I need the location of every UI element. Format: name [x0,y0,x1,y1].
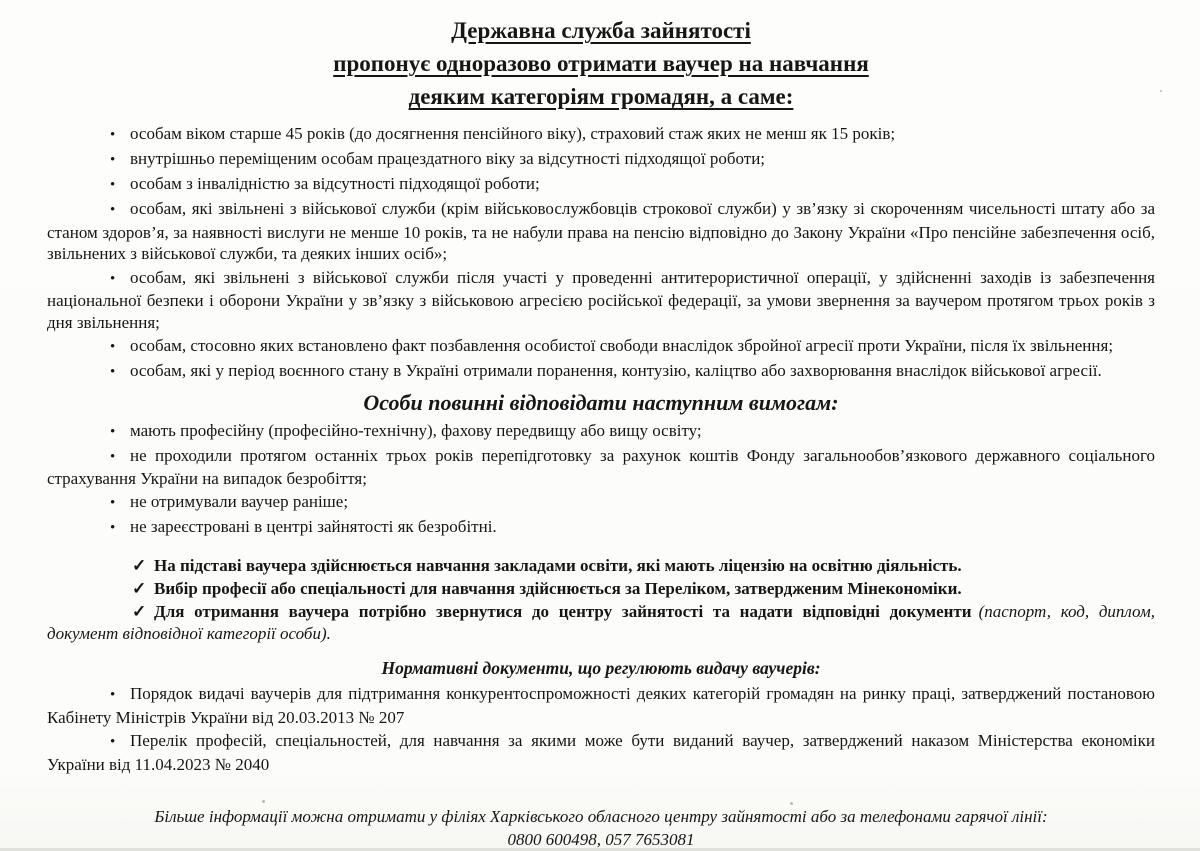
bullet-icon: • [110,202,116,219]
scan-speckle [1160,90,1162,92]
bullet-icon: • [110,423,116,440]
note-item [47,601,1155,644]
bullet-icon: • [110,687,116,704]
note-item-text: Вибір професії або спеціальності для навчання здійснюється за Переліком, затвердженим Мінекономіки. [154,579,962,599]
eligibility-item [47,360,1155,384]
requirement-item-text: не зареєстровані в центрі зайнятості як безробітні. [130,517,497,537]
requirement-item [47,445,1155,490]
normative-heading: Нормативні документи, що регулюють видачу ваучерів: [381,658,821,679]
document-title [47,14,1155,113]
eligibility-item [47,198,1155,265]
requirements-list [47,420,1155,540]
note-item [47,578,1155,600]
eligibility-item [47,123,1155,147]
eligibility-item-text: особам, стосовно яких встановлено факт позбавлення особистої свободи внаслідок збройної агресії проти України, після їх звільнення; [130,335,1114,355]
checkmark-icon: ✓ [132,556,147,575]
note-item [47,555,1155,577]
bullet-icon: • [110,520,116,537]
requirement-item-text: не проходили протягом останніх трьох років перепідготовку за рахунок коштів Фонду загальнообов’язкового державного соціального страхування України на випадок безробіття; [47,445,1155,489]
requirement-item [47,420,1155,444]
bullet-icon: • [110,338,116,355]
normative-item [47,683,1155,728]
scan-speckle [262,800,265,803]
eligibility-item-text: особам з інвалідністю за відсутності підходящої роботи; [130,174,540,194]
footer-phones: 0800 600498, 057 7653081 [507,830,695,850]
bullet-icon: • [110,448,116,465]
eligibility-item [47,335,1155,359]
requirements-heading: Особи повинні відповідати наступним вимогам: [363,389,839,415]
note-item-suffix: (паспорт, код, диплом, документ відповідної категорії особи). [47,602,1155,643]
normative-item-text: Порядок видачі ваучерів для підтримання конкурентоспроможності деяких категорій громадян на ринку праці, затверджений постановою Кабінету Міністрів України від 20.03.2013 № 207 [47,684,1155,727]
bullet-icon: • [110,127,116,143]
bullet-icon: • [110,363,116,380]
bullet-icon: • [110,734,116,751]
notes-list [47,555,1155,644]
eligibility-item-text: особам, які у період воєнного стану в Україні отримали поранення, контузію, каліцтво або захворювання внаслідок військової агресії. [130,360,1102,380]
scan-speckle [790,802,793,805]
note-item-text: Для отримання ваучера потрібно звернутися до центру зайнятості та надати відповідні документи [154,602,972,622]
eligibility-item-text: внутрішньо переміщеним особам працездатного віку за відсутності підходящої роботи; [130,149,766,169]
requirement-item [47,516,1155,540]
requirement-item-text: мають професійну (професійно-технічну), фахову передвищу або вищу освіту; [130,420,702,440]
eligibility-item-text: особам, які звільнені з військової служби (крім військовослужбовців строкової служби) у зв’язку зі скороченням чисельності штату або за станом здоров’я, за наявності вислуги не менше 10 років, та не набули права на пенсію відповідно до Закону України «Про пенсійне забезпечення осіб, звільнених з військової служби, та деяких інших осіб»; [47,199,1155,264]
title-line-3: деяким категоріям громадян, а саме: [408,84,794,109]
bullet-icon: • [110,152,116,169]
requirement-item-text: не отримували ваучер раніше; [130,492,349,512]
normative-item [47,730,1155,775]
title-line-1: Державна служба зайнятості [451,18,751,43]
bullet-icon: • [110,495,116,512]
footer [47,805,1155,851]
eligibility-item-text: особам, які звільнені з військової служби після участі у проведенні антитерористичної операції, у здійсненні заходів із забезпечення національної безпеки і оборони України у зв’язку з військовою агресією російської федерації, за умови звернення за ваучером протягом трьох років з дня звільнення; [47,267,1155,332]
bullet-icon: • [110,270,116,287]
requirement-item [47,491,1155,515]
bullet-icon: • [110,177,116,194]
title-line-2: пропонує одноразово отримати ваучер на навчання [333,51,869,76]
checkmark-icon: ✓ [132,602,147,622]
normative-list [47,683,1155,775]
eligibility-item [47,173,1155,197]
normative-item-text: Перелік професій, спеціальностей, для навчання за якими може бути виданий ваучер, затверджений наказом Міністерства економіки України від 11.04.2023 № 2040 [47,731,1155,774]
eligibility-item [47,148,1155,172]
checkmark-icon: ✓ [132,579,147,599]
note-item-text: На підставі ваучера здійснюється навчання закладами освіти, які мають ліцензію на освітню діяльність. [154,556,962,575]
footer-info: Більше інформації можна отримати у філіях Харківського обласного центру зайнятості або за телефонами гарячої лінії: [154,807,1048,827]
eligibility-item [47,267,1155,334]
eligibility-list [47,123,1155,384]
eligibility-item-text: особам віком старше 45 років (до досягнення пенсійного віку), страховий стаж яких не менш як 15 років; [130,124,896,143]
